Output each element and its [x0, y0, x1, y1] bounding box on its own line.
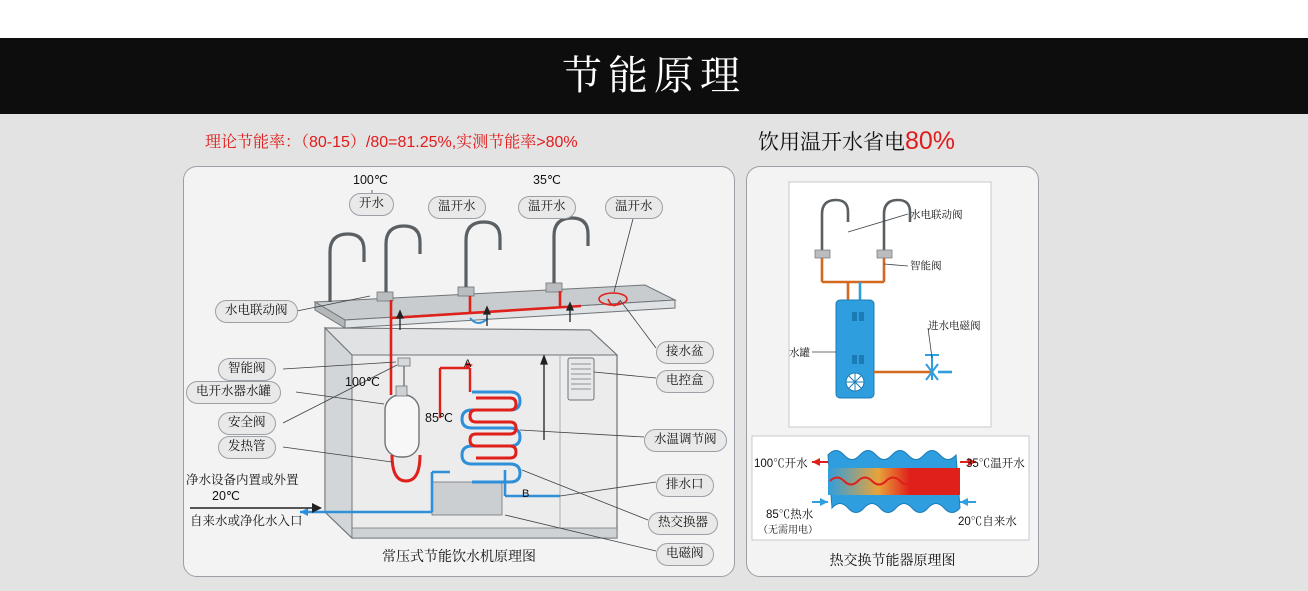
chip-water-electric-valve[interactable]: 水电联动阀	[215, 300, 298, 323]
label-water-electric-valve-right: 水电联动阀	[910, 209, 963, 221]
mark-a: A	[464, 358, 472, 370]
label-hx-left-top: 100℃开水	[754, 458, 808, 470]
chip-heating-tube[interactable]: 发热管	[218, 436, 276, 459]
chip-faucet-wenkaishui-1[interactable]: 温开水	[428, 196, 486, 219]
label-hx-right-top: 35℃温开水	[966, 458, 1025, 470]
chip-heat-exchanger[interactable]: 热交换器	[648, 512, 718, 535]
right-panel-caption: 热交换节能器原理图	[829, 552, 956, 568]
chip-safety-valve[interactable]: 安全阀	[218, 412, 276, 435]
chip-solenoid-valve[interactable]: 电磁阀	[656, 543, 714, 566]
right-subtitle-value: 80%	[905, 127, 956, 155]
left-subtitle: 理论节能率：（80-15）/80=81.25%,实测节能率>80%	[205, 134, 578, 151]
label-water-inlet: 自来水或净化水入口	[190, 514, 303, 528]
chip-drip-basin[interactable]: 接水盆	[656, 341, 714, 364]
chip-boiler-tank[interactable]: 电开水器水罐	[186, 381, 281, 404]
chip-drain-outlet[interactable]: 排水口	[656, 474, 714, 497]
left-temp-100: 100℃	[353, 173, 388, 187]
label-purifier-placement: 净水设备内置或外置	[186, 473, 299, 487]
label-water-tank: 水罐	[789, 347, 810, 359]
label-hx-left-bottom-note: （无需用电）	[758, 525, 818, 536]
mark-b: B	[522, 488, 530, 500]
inner-temp-100: 100℃	[345, 375, 380, 389]
left-temp-35: 35℃	[533, 173, 561, 187]
right-subtitle-text: 饮用温开水省电	[758, 131, 905, 154]
chip-faucet-wenkaishui-2[interactable]: 温开水	[518, 196, 576, 219]
chip-temp-adjust-valve[interactable]: 水温调节阀	[644, 429, 727, 452]
label-inlet-solenoid-valve: 进水电磁阀	[928, 320, 981, 332]
label-inlet-temp: 20℃	[212, 489, 240, 503]
chip-control-box[interactable]: 电控盒	[656, 370, 714, 393]
label-hx-right-bottom: 20℃自来水	[958, 516, 1017, 528]
label-smart-valve-right: 智能阀	[910, 260, 942, 272]
inner-temp-85: 85℃	[425, 411, 453, 425]
label-hx-left-bottom: 85℃热水	[766, 509, 814, 521]
chip-faucet-kaishui[interactable]: 开水	[349, 193, 394, 216]
left-panel-caption: 常压式节能饮水机原理图	[382, 548, 536, 564]
page-title: 节能原理	[562, 54, 746, 98]
chip-smart-valve[interactable]: 智能阀	[218, 358, 276, 381]
chip-faucet-wenkaishui-3[interactable]: 温开水	[605, 196, 663, 219]
